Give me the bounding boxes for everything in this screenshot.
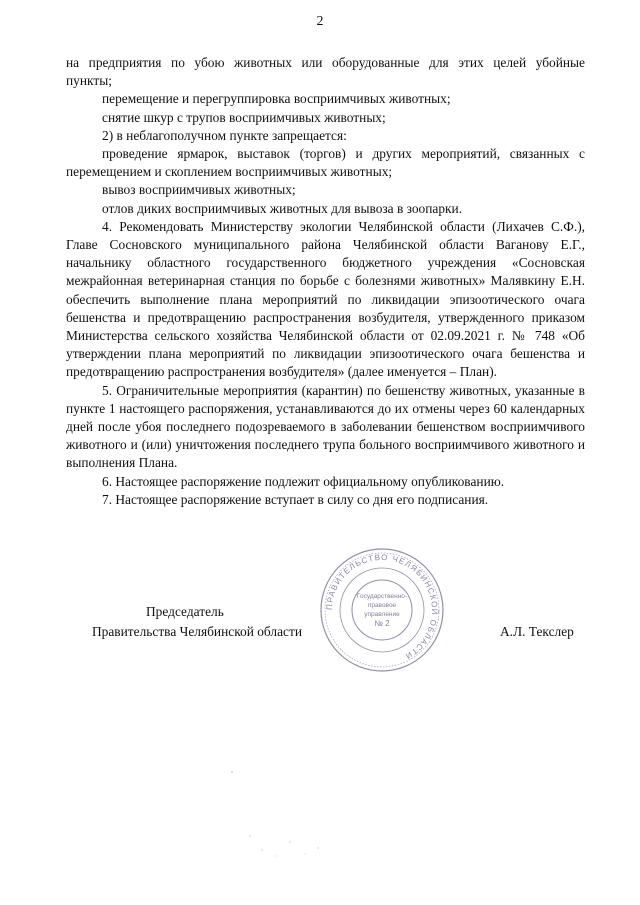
paragraph-item-5: 5. Ограничительные мероприятия (карантин) по бешенству животных, указанные в пункте 1 настоящего распоряжения, устанавливаются до их отмены через 60 календарных дней после убоя последнего подозреваемого в заболевании бешенством восприимчивого животного и (или) уничтожения последнего трупа больного восприимчивого животного и выполнения Плана.	[66, 382, 585, 471]
signatory-name: А.Л. Текслер	[500, 624, 574, 639]
list-item: вывоз восприимчивых животных;	[102, 182, 296, 198]
seal-center-line: правовое	[367, 602, 397, 609]
signatory-organization: Правительства Челябинской области	[92, 624, 302, 639]
list-item: отлов диких восприимчивых животных для вывоза в зоопарки.	[102, 200, 463, 216]
paragraph-continuation: на предприятия по убою животных или оборудованные для этих целей убойные	[66, 55, 585, 70]
seal-center-line: № 2	[374, 619, 390, 628]
seal-outer-text: ПРАВИТЕЛЬСТВО ЧЕЛЯБИНСКОЙ ОБЛАСТИ	[324, 552, 440, 662]
list-item: проведение ярмарок, выставок (торгов) и других мероприятий, связанных с перемещением и скоплением восприимчивых животных;	[66, 146, 585, 180]
paragraph-item-6: 6. Настоящее распоряжение подлежит официальному опубликованию.	[102, 473, 505, 489]
list-item: 2) в неблагополучном пункте запрещается:	[102, 127, 347, 143]
paragraph-item-7: 7. Настоящее распоряжение вступает в силу со дня его подписания.	[102, 491, 489, 507]
paragraph-continuation-end: пункты;	[66, 73, 112, 89]
signatory-title: Председатель	[146, 604, 224, 619]
seal-center-line: Государственно-	[356, 593, 408, 600]
list-item: перемещение и перегруппировка восприимчивых животных;	[102, 91, 451, 107]
paragraph-item-4: 4. Рекомендовать Министерству экологии Челябинской области (Лихачев С.Ф.), Главе Сосновского муниципального района Челябинской области Ваганову Е.Г., начальнику областного государственного бюджетного учреждения «Сосновская межрайонная ветеринарная станция по борьбе с болезнями животных» Малявкину Е.Н. обеспечить выполнение плана мероприятий по ликвидации эпизоотического очага бешенства и предотвращению распространения возбудителя, утвержденного приказом Министерства сельского хозяйства Челябинской области от 02.09.2021 г. № 748 «Об утверждении плана мероприятий по ликвидации эпизоотического очага бешенства и предотвращению распространения возбудителя» (далее именуется – План).	[66, 218, 585, 380]
page-number: 2	[316, 14, 324, 29]
seal-center-line: управление	[364, 611, 400, 618]
list-item: снятие шкур с трупов восприимчивых животных;	[102, 109, 386, 125]
